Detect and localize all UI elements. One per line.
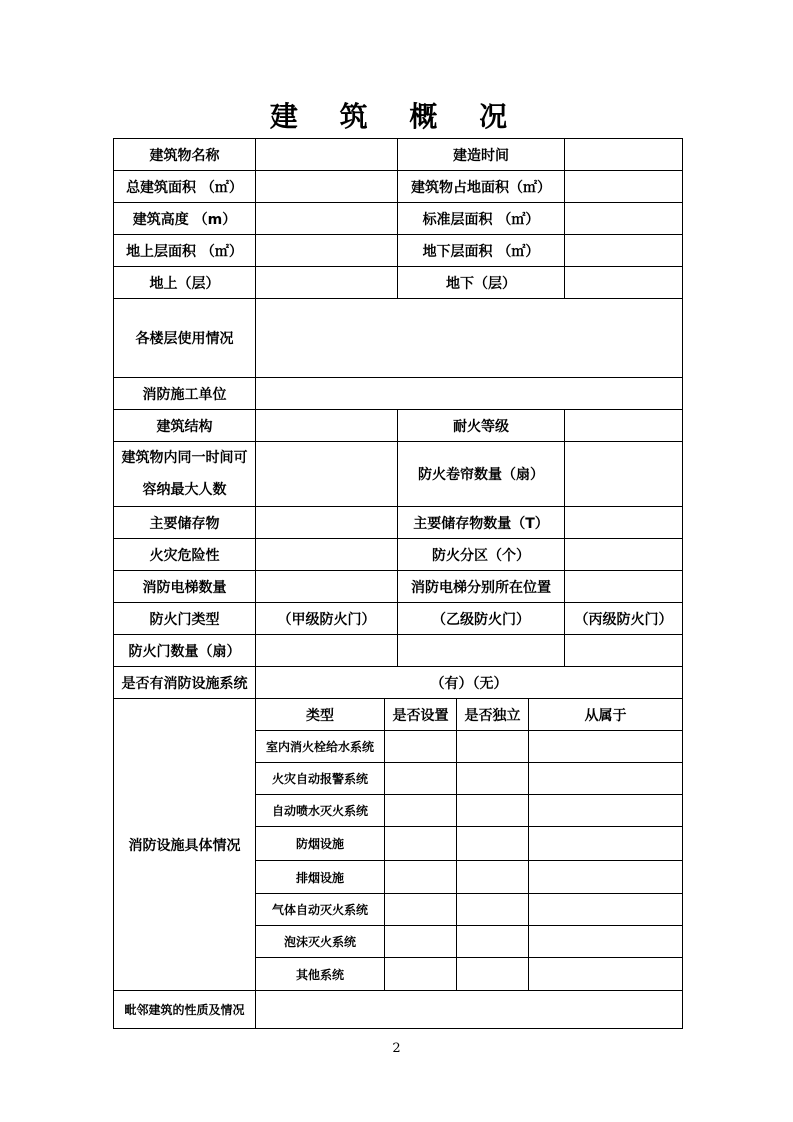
label-total-area: 总建筑面积 （㎡） bbox=[114, 171, 256, 203]
field-build-time[interactable] bbox=[565, 139, 683, 171]
col-header-installed: 是否设置 bbox=[385, 699, 457, 731]
label-max-people-line1: 建筑物内同一时间可 bbox=[121, 450, 248, 466]
facility-belongs-cell[interactable] bbox=[529, 763, 683, 795]
facility-installed-cell[interactable] bbox=[385, 795, 457, 827]
field-structure[interactable] bbox=[256, 410, 398, 442]
label-fire-zones: 防火分区（个） bbox=[398, 539, 565, 571]
facility-installed-cell[interactable] bbox=[385, 926, 457, 958]
door-class-a: （甲级防火门） bbox=[256, 603, 398, 635]
field-fire-risk[interactable] bbox=[256, 539, 398, 571]
label-neighbors: 毗邻建筑的性质及情况 bbox=[114, 991, 256, 1029]
label-max-people bbox=[114, 442, 256, 507]
facility-belongs-cell[interactable] bbox=[529, 958, 683, 991]
facility-independent-cell[interactable] bbox=[457, 958, 529, 991]
field-height[interactable] bbox=[256, 203, 398, 235]
col-header-independent: 是否独立 bbox=[457, 699, 529, 731]
label-has-system: 是否有消防设施系统 bbox=[114, 667, 256, 699]
field-main-storage[interactable] bbox=[256, 507, 398, 539]
field-above-floor-area[interactable] bbox=[256, 235, 398, 267]
facility-type: 室内消火栓给水系统 bbox=[256, 731, 385, 763]
label-floor-usage: 各楼层使用情况 bbox=[114, 299, 256, 378]
label-elevator-location: 消防电梯分别所在位置 bbox=[398, 571, 565, 603]
facility-belongs-cell[interactable] bbox=[529, 731, 683, 763]
facility-type: 自动喷水灭火系统 bbox=[256, 795, 385, 827]
facility-installed-cell[interactable] bbox=[385, 763, 457, 795]
label-structure: 建筑结构 bbox=[114, 410, 256, 442]
facility-independent-cell[interactable] bbox=[457, 763, 529, 795]
field-elevator-count[interactable] bbox=[256, 571, 398, 603]
field-door-count-b[interactable] bbox=[398, 635, 565, 667]
field-elevator-location[interactable] bbox=[565, 571, 683, 603]
label-door-count: 防火门数量（扇） bbox=[114, 635, 256, 667]
label-standard-floor-area: 标准层面积 （㎡） bbox=[398, 203, 565, 235]
facility-independent-cell[interactable] bbox=[457, 926, 529, 958]
label-height: 建筑高度 （m） bbox=[114, 203, 256, 235]
door-class-c: （丙级防火门） bbox=[565, 603, 683, 635]
facility-installed-cell[interactable] bbox=[385, 731, 457, 763]
page-number: 2 bbox=[392, 1041, 401, 1056]
col-header-belongs: 从属于 bbox=[529, 699, 683, 731]
field-shutter-count[interactable] bbox=[565, 442, 683, 507]
field-neighbors[interactable] bbox=[256, 991, 683, 1029]
facility-belongs-cell[interactable] bbox=[529, 926, 683, 958]
facility-type: 防烟设施 bbox=[256, 827, 385, 861]
field-has-system[interactable]: （有）（无） bbox=[256, 667, 683, 699]
label-shutter-count: 防火卷帘数量（扇） bbox=[398, 442, 565, 507]
field-floor-usage[interactable] bbox=[256, 299, 683, 378]
facility-installed-cell[interactable] bbox=[385, 861, 457, 894]
label-footprint-area: 建筑物占地面积（㎡） bbox=[398, 171, 565, 203]
field-building-name[interactable] bbox=[256, 139, 398, 171]
facility-belongs-cell[interactable] bbox=[529, 827, 683, 861]
label-construction-unit: 消防施工单位 bbox=[114, 378, 256, 410]
label-main-storage-qty: 主要储存物数量（T） bbox=[398, 507, 565, 539]
facility-installed-cell[interactable] bbox=[385, 958, 457, 991]
label-facility-details: 消防设施具体情况 bbox=[114, 699, 256, 991]
label-max-people-line2: 容纳最大人数 bbox=[142, 482, 227, 498]
field-footprint-area[interactable] bbox=[565, 171, 683, 203]
door-class-b: （乙级防火门） bbox=[398, 603, 565, 635]
field-standard-floor-area[interactable] bbox=[565, 203, 683, 235]
facility-independent-cell[interactable] bbox=[457, 827, 529, 861]
facility-independent-cell[interactable] bbox=[457, 731, 529, 763]
label-above-floors: 地上（层） bbox=[114, 267, 256, 299]
field-below-floor-area[interactable] bbox=[565, 235, 683, 267]
facility-independent-cell[interactable] bbox=[457, 795, 529, 827]
building-overview-form bbox=[113, 138, 683, 1029]
field-max-people[interactable] bbox=[256, 442, 398, 507]
label-fire-risk: 火灾危险性 bbox=[114, 539, 256, 571]
label-below-floor-area: 地下层面积 （㎡） bbox=[398, 235, 565, 267]
label-main-storage: 主要储存物 bbox=[114, 507, 256, 539]
label-building-name: 建筑物名称 bbox=[114, 139, 256, 171]
field-fire-rating[interactable] bbox=[565, 410, 683, 442]
facility-installed-cell[interactable] bbox=[385, 894, 457, 926]
facility-belongs-cell[interactable] bbox=[529, 861, 683, 894]
facility-independent-cell[interactable] bbox=[457, 894, 529, 926]
field-fire-zones[interactable] bbox=[565, 539, 683, 571]
field-below-floors[interactable] bbox=[565, 267, 683, 299]
label-above-floor-area: 地上层面积 （㎡） bbox=[114, 235, 256, 267]
label-below-floors: 地下（层） bbox=[398, 267, 565, 299]
label-elevator-count: 消防电梯数量 bbox=[114, 571, 256, 603]
facility-type: 排烟设施 bbox=[256, 861, 385, 894]
facility-installed-cell[interactable] bbox=[385, 827, 457, 861]
field-door-count-a[interactable] bbox=[256, 635, 398, 667]
facility-type: 火灾自动报警系统 bbox=[256, 763, 385, 795]
label-door-type: 防火门类型 bbox=[114, 603, 256, 635]
field-above-floors[interactable] bbox=[256, 267, 398, 299]
field-construction-unit[interactable] bbox=[256, 378, 683, 410]
facility-independent-cell[interactable] bbox=[457, 861, 529, 894]
facility-belongs-cell[interactable] bbox=[529, 795, 683, 827]
col-header-type: 类型 bbox=[256, 699, 385, 731]
label-fire-rating: 耐火等级 bbox=[398, 410, 565, 442]
field-total-area[interactable] bbox=[256, 171, 398, 203]
field-main-storage-qty[interactable] bbox=[565, 507, 683, 539]
label-build-time: 建造时间 bbox=[398, 139, 565, 171]
facility-type: 其他系统 bbox=[256, 958, 385, 991]
facility-belongs-cell[interactable] bbox=[529, 894, 683, 926]
field-door-count-c[interactable] bbox=[565, 635, 683, 667]
page-title: 建 筑 概 况 bbox=[269, 100, 524, 133]
facility-type: 气体自动灭火系统 bbox=[256, 894, 385, 926]
facility-type: 泡沫灭火系统 bbox=[256, 926, 385, 958]
